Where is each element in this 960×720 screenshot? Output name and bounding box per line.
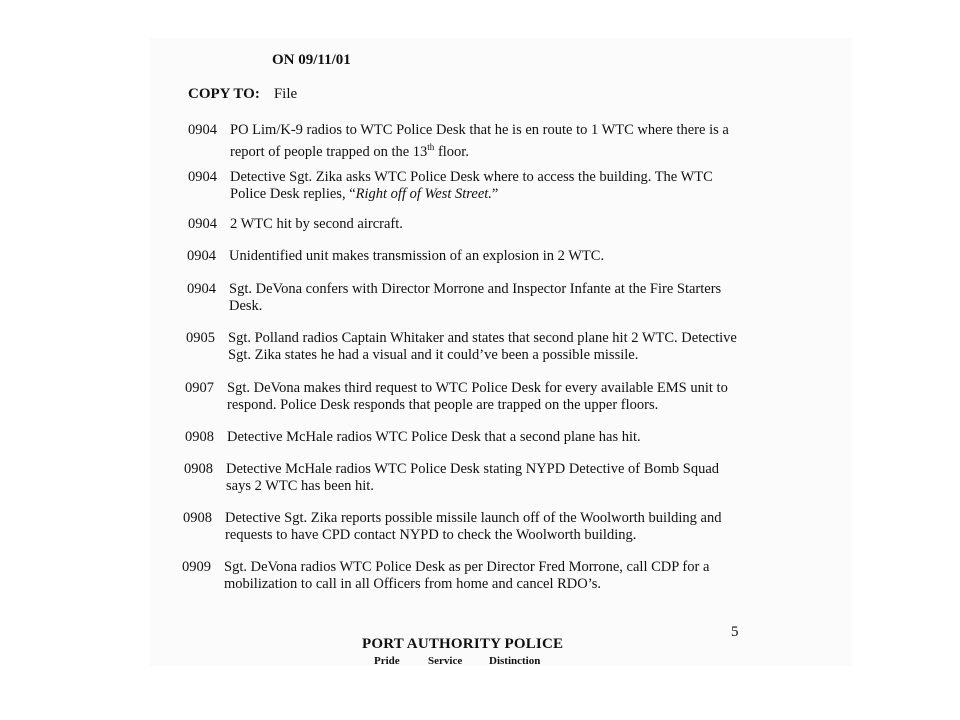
- entry-line: requests to have CPD contact NYPD to check the Woolworth building.: [225, 527, 637, 543]
- entry-line: says 2 WTC has been hit.: [226, 478, 374, 494]
- entry-text: [224, 559, 744, 593]
- entry-text: [230, 216, 750, 233]
- entry-line: 2 WTC hit by second aircraft.: [230, 216, 403, 232]
- ordinal-suffix: th: [427, 142, 435, 152]
- entry-line: PO Lim/K-9 radios to WTC Police Desk that he is en route to 1 WTC where there is a: [230, 122, 729, 138]
- footer-motto-word: Pride: [374, 655, 400, 667]
- entry-text: [230, 122, 750, 161]
- entry-time: 0908: [183, 510, 212, 526]
- entry-time: 0904: [188, 216, 217, 232]
- entry-line: Detective McHale radios WTC Police Desk that a second plane has hit.: [227, 429, 641, 445]
- entry-line: Desk.: [229, 298, 263, 314]
- entry-line: Sgt. Polland radios Captain Whitaker and states that second plane hit 2 WTC. Detective: [228, 330, 737, 346]
- entry-time: 0908: [184, 461, 213, 477]
- entry-time: 0904: [188, 122, 217, 138]
- entry-line-part: floor.: [434, 143, 469, 160]
- entry-text: [225, 510, 745, 544]
- entry-line: Unidentified unit makes transmission of an explosion in 2 WTC.: [229, 248, 605, 264]
- entry-time: 0909: [182, 559, 211, 575]
- entry-line: Sgt. DeVona confers with Director Morrone and Inspector Infante at the Fire Starters: [229, 281, 722, 297]
- entry-line: [230, 186, 750, 203]
- page-number: 5: [731, 624, 739, 640]
- entry-time: 0904: [188, 169, 217, 185]
- entry-text: [226, 461, 746, 495]
- entry-line: Detective Sgt. Zika reports possible missile launch off of the Woolworth building and: [225, 510, 722, 526]
- entry-line: Sgt. Zika states he had a visual and it could’ve been a possible missile.: [228, 347, 639, 363]
- copy-to-value: File: [273, 86, 298, 102]
- footer-org-name: PORT AUTHORITY POLICE: [362, 636, 564, 652]
- entry-text: [227, 429, 747, 446]
- entry-text: [227, 380, 747, 414]
- entry-text: [228, 330, 748, 364]
- entry-line: Sgt. DeVona radios WTC Police Desk as per Director Fred Morrone, call CDP for a: [224, 559, 710, 575]
- entry-time: 0905: [186, 330, 215, 346]
- copy-to-label: COPY TO:: [188, 86, 260, 102]
- entry-line-part: Police Desk replies, “: [230, 186, 356, 202]
- entry-time: 0904: [187, 281, 216, 297]
- entry-text: [229, 281, 749, 315]
- entry-time: 0907: [185, 380, 214, 396]
- entry-line: Sgt. DeVona makes third request to WTC Police Desk for every available EMS unit to: [227, 380, 728, 396]
- entry-text: [229, 248, 749, 265]
- entry-line: respond. Police Desk responds that people are trapped on the upper floors.: [227, 397, 659, 413]
- entry-line-part: report of people trapped on the 13: [230, 143, 428, 160]
- entry-time: 0908: [185, 429, 214, 445]
- entry-line: mobilization to call in all Officers from home and cancel RDO’s.: [224, 576, 602, 592]
- entry-text: [230, 169, 750, 203]
- document-date: ON 09/11/01: [272, 52, 351, 68]
- copy-to-line: [188, 86, 297, 103]
- quoted-reply: Right off of West Street.: [355, 186, 492, 202]
- footer-motto-word: Service: [428, 655, 463, 667]
- entry-time: 0904: [187, 248, 216, 264]
- entry-line-part: ”: [491, 186, 499, 202]
- footer-motto-word: Distinction: [489, 655, 541, 667]
- entry-line: Detective McHale radios WTC Police Desk stating NYPD Detective of Bomb Squad: [226, 461, 720, 477]
- entry-line: Detective Sgt. Zika asks WTC Police Desk where to access the building. The WTC: [230, 169, 713, 185]
- entry-line: [230, 139, 750, 161]
